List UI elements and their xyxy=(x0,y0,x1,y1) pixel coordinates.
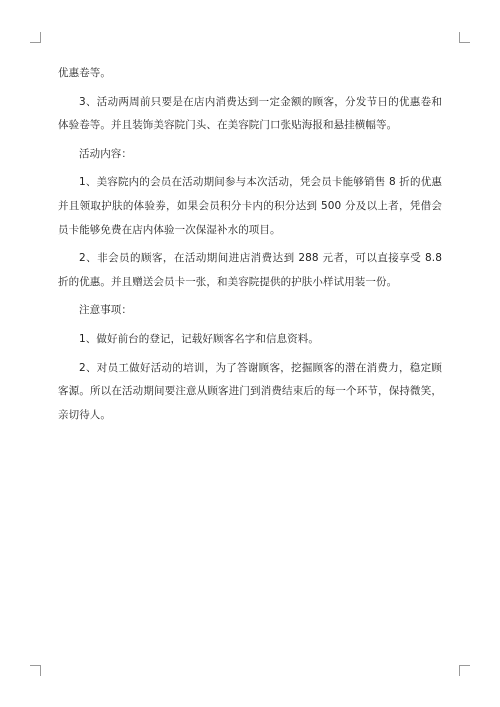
paragraph-continuation: 优惠卷等。 xyxy=(58,67,111,79)
section-heading-activity-content: 活动内容： xyxy=(79,147,132,160)
paragraph-activity-item-2: 2、非会员的顾客，在活动期间进店消费达到 288 元者，可以直接享受 8.8 折的优惠。并且赠送会员卡一张，和美容院提供的护肤小样试用装一份。 xyxy=(58,252,442,288)
paragraph-item-3: 3、活动两周前只要是在店内消费达到一定金额的顾客，分发节日的优惠卷和体验卷等。并且装饰美容院门头、在美容院门口张贴海报和悬挂横幅等。 xyxy=(58,95,442,132)
crop-mark-bottom-right xyxy=(459,665,470,676)
crop-mark-bottom-left xyxy=(30,665,41,676)
paragraph-activity-item-1: 1、美容院内的会员在活动期间参与本次活动，凭会员卡能够销售 8 折的优惠并且领取护肤的体验劵，如果会员积分卡内的积分达到 500 分及以上者，凭借会员卡能够免费在店内体验一次保湿补水的项目。 xyxy=(58,176,442,236)
document-body xyxy=(58,62,442,432)
paragraph-note-item-1: 1、做好前台的登记，记载好顾客名字和信息资料。 xyxy=(79,332,319,345)
crop-mark-top-left xyxy=(30,32,41,43)
paragraph-note-item-2: 2、对员工做好活动的培训，为了答谢顾客，挖掘顾客的潜在消费力，稳定顾客源。所以在活动期间要注意从顾客进门到消费结束后的每一个环节，保持微笑，亲切待人。 xyxy=(58,361,442,421)
section-heading-notes: 注意事项： xyxy=(79,304,132,317)
crop-mark-top-right xyxy=(459,32,470,43)
